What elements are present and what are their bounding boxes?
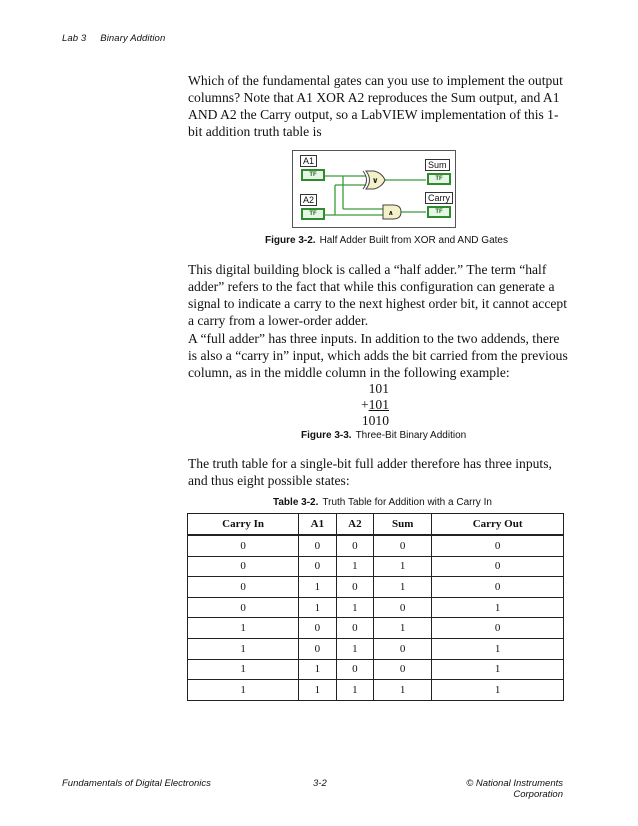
figure-3-3-label: Figure 3-3. — [301, 430, 352, 441]
output-label-carry: Carry — [425, 192, 453, 204]
table-cell: 1 — [432, 680, 564, 701]
table-cell: 1 — [188, 659, 299, 680]
column-header: Sum — [374, 514, 432, 536]
footer-copyright: © National Instruments Corporation — [466, 778, 563, 800]
figure-3-2-label: Figure 3-2. — [265, 235, 316, 246]
input-label-a1: A1 — [300, 155, 317, 167]
table-3-2-label: Table 3-2. — [273, 497, 319, 508]
table-row — [188, 535, 564, 556]
table-cell: 0 — [336, 659, 373, 680]
table-cell: 0 — [188, 535, 299, 556]
table-cell: 1 — [432, 597, 564, 618]
figure-3-2-caption — [265, 235, 508, 246]
intro-paragraph: Which of the fundamental gates can you use to implement the output columns? Note that A1 XOR A2 reproduces the Sum output, and A1 AND A2 the Carry output, so a LabVIEW implementation of this 1-bit addition truth table is — [188, 73, 563, 139]
table-row — [188, 597, 564, 618]
table-row — [188, 638, 564, 659]
table-cell: 0 — [299, 535, 336, 556]
example-line-2: +101 — [360, 397, 389, 412]
output-terminal-carry: TF — [427, 206, 451, 218]
table-cell: 1 — [299, 659, 336, 680]
svg-text:∧: ∧ — [388, 209, 394, 217]
figure-3-2-text: Half Adder Built from XOR and AND Gates — [319, 235, 508, 246]
table-cell: 1 — [188, 680, 299, 701]
binary-addition-example — [359, 381, 389, 429]
xor-gate-icon — [363, 171, 385, 189]
example-result: 1010 — [361, 413, 389, 428]
output-label-sum: Sum — [425, 159, 450, 171]
table-cell: 0 — [188, 597, 299, 618]
input-terminal-a1: TF — [301, 169, 325, 181]
table-cell: 1 — [374, 577, 432, 598]
truth-table-paragraph: The truth table for a single-bit full adder therefore has three inputs, and thus eight possible states: — [188, 456, 552, 488]
header-title: Binary Addition — [100, 33, 166, 44]
figure-3-3-text: Three-Bit Binary Addition — [355, 430, 467, 441]
table-row — [188, 659, 564, 680]
table-cell: 1 — [299, 597, 336, 618]
table-row — [188, 556, 564, 577]
input-label-a2: A2 — [300, 194, 317, 206]
table-cell: 1 — [374, 618, 432, 639]
running-header — [62, 33, 165, 44]
table-3-2-text: Truth Table for Addition with a Carry In — [322, 497, 492, 508]
column-header: A2 — [336, 514, 373, 536]
table-cell: 1 — [374, 556, 432, 577]
full-adder-truth-table — [187, 513, 564, 701]
figure-3-3-caption — [301, 430, 466, 441]
table-header-row — [188, 514, 564, 536]
header-lab: Lab 3 — [62, 33, 87, 44]
table-row — [188, 680, 564, 701]
table-cell: 1 — [336, 597, 373, 618]
footer-book-title: Fundamentals of Digital Electronics — [62, 778, 211, 789]
table-row — [188, 577, 564, 598]
table-cell: 0 — [374, 638, 432, 659]
full-adder-paragraph: A “full adder” has three inputs. In addition to the two addends, there is also a “carry in” input, which adds the bit carried from the previous column, as in the middle column in the following example: — [188, 331, 568, 380]
column-header: A1 — [299, 514, 336, 536]
table-cell: 1 — [432, 659, 564, 680]
footer-page-number: 3-2 — [313, 778, 327, 789]
table-cell: 1 — [336, 638, 373, 659]
table-cell: 0 — [299, 638, 336, 659]
table-cell: 0 — [336, 535, 373, 556]
and-gate-icon — [383, 205, 401, 219]
example-line-1: 101 — [368, 381, 389, 396]
table-cell: 0 — [299, 556, 336, 577]
svg-text:∨: ∨ — [372, 176, 379, 185]
table-cell: 0 — [299, 618, 336, 639]
table-cell: 0 — [432, 577, 564, 598]
half-adder-paragraph: This digital building block is called a “half adder.” The term “half adder” refers to the fact that while this configuration can generate a signal to indicate a carry to the next highest order bit, it cannot accept a carry from a lower-order adder. — [188, 262, 567, 328]
table-cell: 1 — [336, 556, 373, 577]
table-cell: 0 — [336, 618, 373, 639]
table-cell: 1 — [188, 638, 299, 659]
table-cell: 1 — [336, 680, 373, 701]
table-cell: 1 — [299, 680, 336, 701]
table-cell: 0 — [374, 597, 432, 618]
table-cell: 0 — [432, 556, 564, 577]
half-adder-diagram — [292, 150, 456, 228]
table-cell: 0 — [336, 577, 373, 598]
column-header: Carry Out — [432, 514, 564, 536]
column-header: Carry In — [188, 514, 299, 536]
table-cell: 0 — [188, 577, 299, 598]
table-cell: 0 — [374, 659, 432, 680]
table-cell: 0 — [374, 535, 432, 556]
table-cell: 0 — [432, 618, 564, 639]
table-cell: 1 — [299, 577, 336, 598]
table-cell: 1 — [188, 618, 299, 639]
table-row — [188, 618, 564, 639]
table-cell: 1 — [432, 638, 564, 659]
output-terminal-sum: TF — [427, 173, 451, 185]
table-cell: 0 — [432, 535, 564, 556]
input-terminal-a2: TF — [301, 208, 325, 220]
table-3-2-caption — [273, 497, 492, 508]
table-cell: 1 — [374, 680, 432, 701]
table-cell: 0 — [188, 556, 299, 577]
